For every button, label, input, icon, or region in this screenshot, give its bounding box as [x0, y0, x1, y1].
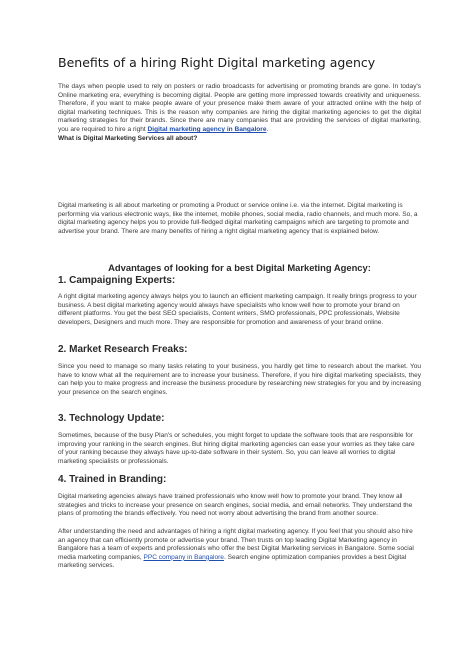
section-heading-1: 1. Campaigning Experts: [58, 275, 176, 286]
section-heading-3: 3. Technology Update: [58, 413, 165, 424]
section-body-3: Sometimes, because of the busy Plan's or schedules, you might forget to update the software tools that are responsible for improving your ranking in the search engines. But hiring digital marketing agencies can ease your worries as they take care of your ranking because they always have up-to-date software in their system. So, you can leave all worries to digital marketing specialists or professionals. [58, 432, 415, 465]
closing-text: After understanding the need and advantages of hiring a right digital marketing agency. If you feel that you should also hire an agency that can efficiently promote or advertise your brand. Then trusts on top leading Digital Marketing agency in Bangalore has a team of experts and professionals who offer the best Digital Marketing services in Bangalore. Some social media marketing companies, [58, 528, 414, 561]
digital-marketing-agency-link[interactable]: Digital marketing agency in Bangalore [147, 125, 267, 133]
answer-paragraph: Digital marketing is all about marketing or promoting a Product or service online i.e. via the internet. Digital marketing is performing via various electronic ways, like the internet, mobile phones, social media, radio channels, and much more. So, a digital marketing agency helps you to provide full-fledged digital marketing campaigns which are targeting to promote and advertise your brand. There are many benefits of hiring a right digital marketing agency that is explained below. [58, 202, 418, 235]
ppc-company-link[interactable]: PPC company in Bangalore [143, 553, 224, 561]
section-heading-2: 2. Market Research Freaks: [58, 344, 188, 355]
intro-end: . [266, 125, 269, 133]
closing-end: . Search engine optimization companies provides a best Digital marketing services. [58, 553, 407, 570]
question-heading: What is Digital Marketing Services all about? [58, 134, 198, 142]
advantages-heading: Advantages of looking for a best Digital Marketing Agency: [108, 262, 371, 273]
section-heading-4: 4. Trained in Branding: [58, 474, 167, 485]
intro-paragraph [58, 83, 421, 143]
section-body-2: Since you need to manage so many tasks relating to your business, you hardly get time to research about the market. You have to know what all the requirement are to increase your business. Therefore, if you hire digital marketing specialists, they can help you to make progress and increase the business procedure by researching new strategies for you and by increasing your presence on the search engines. [58, 363, 421, 396]
page-title: Benefits of a hiring Right Digital marketing agency [58, 55, 376, 70]
section-body-4: Digital marketing agencies always have trained professionals who know well how to promote your brand. They know all strategies and tricks to increase your presence on search engines, social media, and email networks. They understand the plans of promoting the brands effectively. You need not worry about advertising the brand from another source. [58, 493, 413, 518]
section-body-1: A right digital marketing agency always helps you to launch an efficient marketing campaign. It really brings progress to your business. A best digital marketing agency would always have specialists who know well how to promote your brand on different platforms. You get the best SEO specialists, Content writers, SMO professionals, PPC professionals, Website developers, Designers and much more. They are responsible for promotion and awareness of your brand online. [58, 293, 417, 326]
intro-text: The days when people used to rely on posters or radio broadcasts for advertising or promoting brands are gone. In today's Online marketing era, everything is becoming digital. People are getting more impressed towards creativity and uniqueness. Therefore, if you want to make people aware of your presence make them aware of your attracted online with the help of digital marketing techniques. This is the reason why companies are hiring the digital marketing agencies to get the digital marketing strategies for their brands. Since there are many companies that are providing the services of digital marketing, you are required to hire a right [58, 83, 421, 133]
closing-paragraph [58, 528, 421, 571]
